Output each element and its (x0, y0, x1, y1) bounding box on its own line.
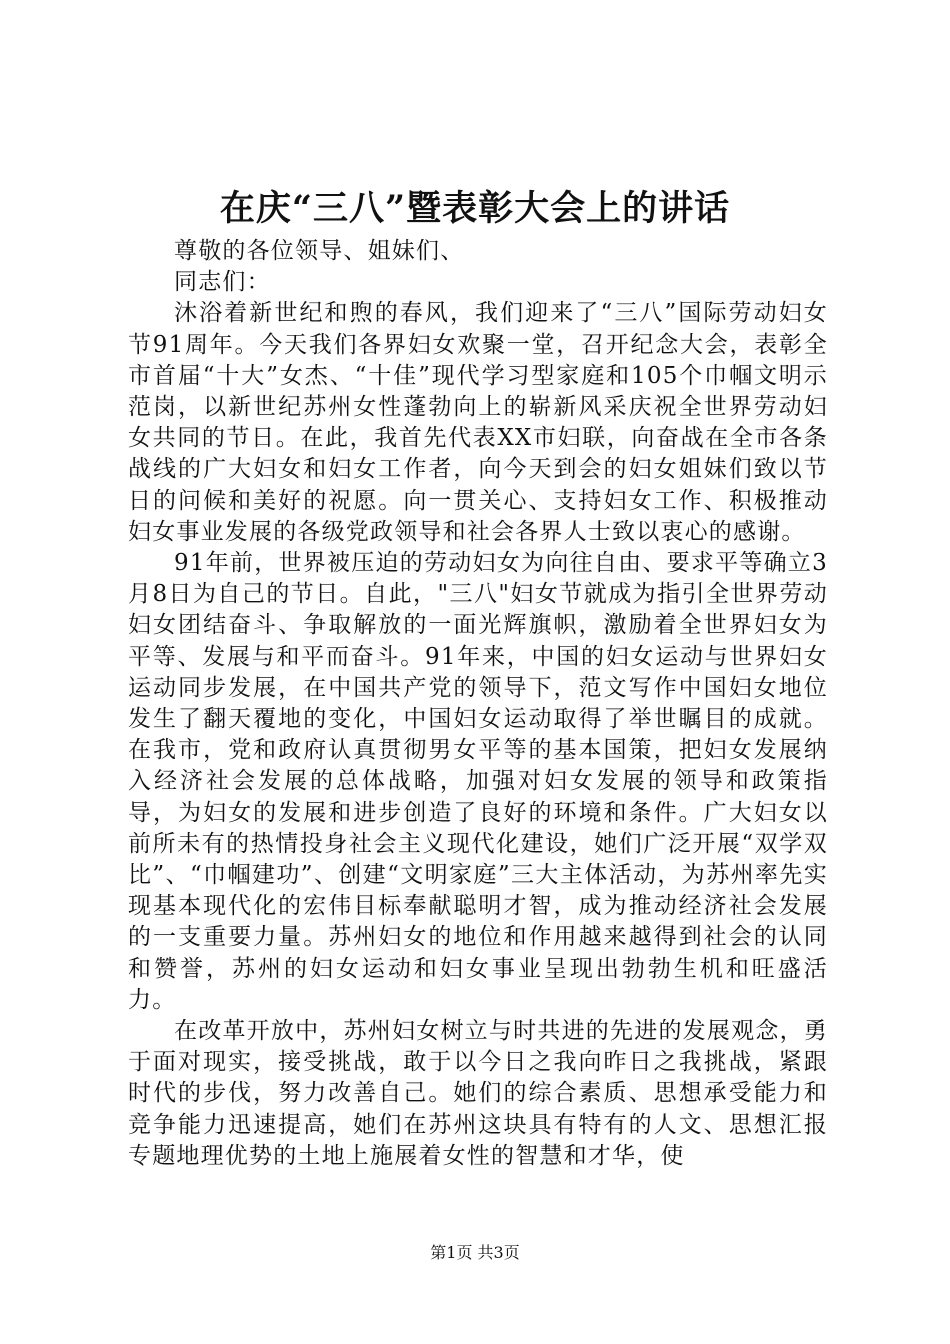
document-body (128, 236, 828, 1172)
body-paragraph-1: 沐浴着新世纪和煦的春风，我们迎来了“三八”国际劳动妇女节91周年。今天我们各界妇女欢聚一堂，召开纪念大会，表彰全市首届“十大”女杰、“十佳”现代学习型家庭和105个巾帼文明示范岗，以新世纪苏州女性蓬勃向上的崭新风采庆祝全世界劳动妇女共同的节日。在此，我首先代表XX市妇联，向奋战在全市各条战线的广大妇女和妇女工作者，向今天到会的妇女姐妹们致以节日的问候和美好的祝愿。向一贯关心、支持妇女工作、积极推动妇女事业发展的各级党政领导和社会各界人士致以衷心的感谢。 (128, 300, 828, 545)
page-number-footer: 第1页 共3页 (430, 1243, 520, 1262)
body-paragraph-2: 91年前，世界被压迫的劳动妇女为向往自由、要求平等确立3月8日为自己的节日。自此，"三八"妇女节就成为指引全世界劳动妇女团结奋斗、争取解放的一面光辉旗帜，激励着全世界妇女为平等、发展与和平而奋斗。91年来，中国的妇女运动与世界妇女运动同步发展，在中国共产党的领导下，范文写作中国妇女地位发生了翻天覆地的变化，中国妇女运动取得了举世瞩目的成就。在我市，党和政府认真贯彻男女平等的基本国策，把妇女发展纳入经济社会发展的总体战略，加强对妇女发展的领导和政策指导，为妇女的发展和进步创造了良好的环境和条件。广大妇女以前所未有的热情投身社会主义现代化建设，她们广泛开展“双学双比”、“巾帼建功”、创建“文明家庭”三大主体活动，为苏州率先实现基本现代化的宏伟目标奉献聪明才智，成为推动经济社会发展的一支重要力量。苏州妇女的地位和作用越来越得到社会的认同和赞誉，苏州的妇女运动和妇女事业呈现出勃勃生机和旺盛活力。 (128, 550, 828, 1013)
salutation-line-2: 同志们： (174, 269, 271, 296)
body-paragraph-3: 在改革开放中，苏州妇女树立与时共进的先进的发展观念，勇于面对现实，接受挑战，敢于以今日之我向昨日之我挑战，紧跟时代的步伐，努力改善自己。她们的综合素质、思想承受能力和竞争能力迅速提高，她们在苏州这块具有特有的人文、思想汇报专题地理优势的土地上施展着女性的智慧和才华，使 (128, 1018, 828, 1169)
document-title: 在庆“三八”暨表彰大会上的讲话 (219, 188, 731, 229)
salutation-line-1: 尊敬的各位领导、姐妹们、 (174, 238, 465, 264)
